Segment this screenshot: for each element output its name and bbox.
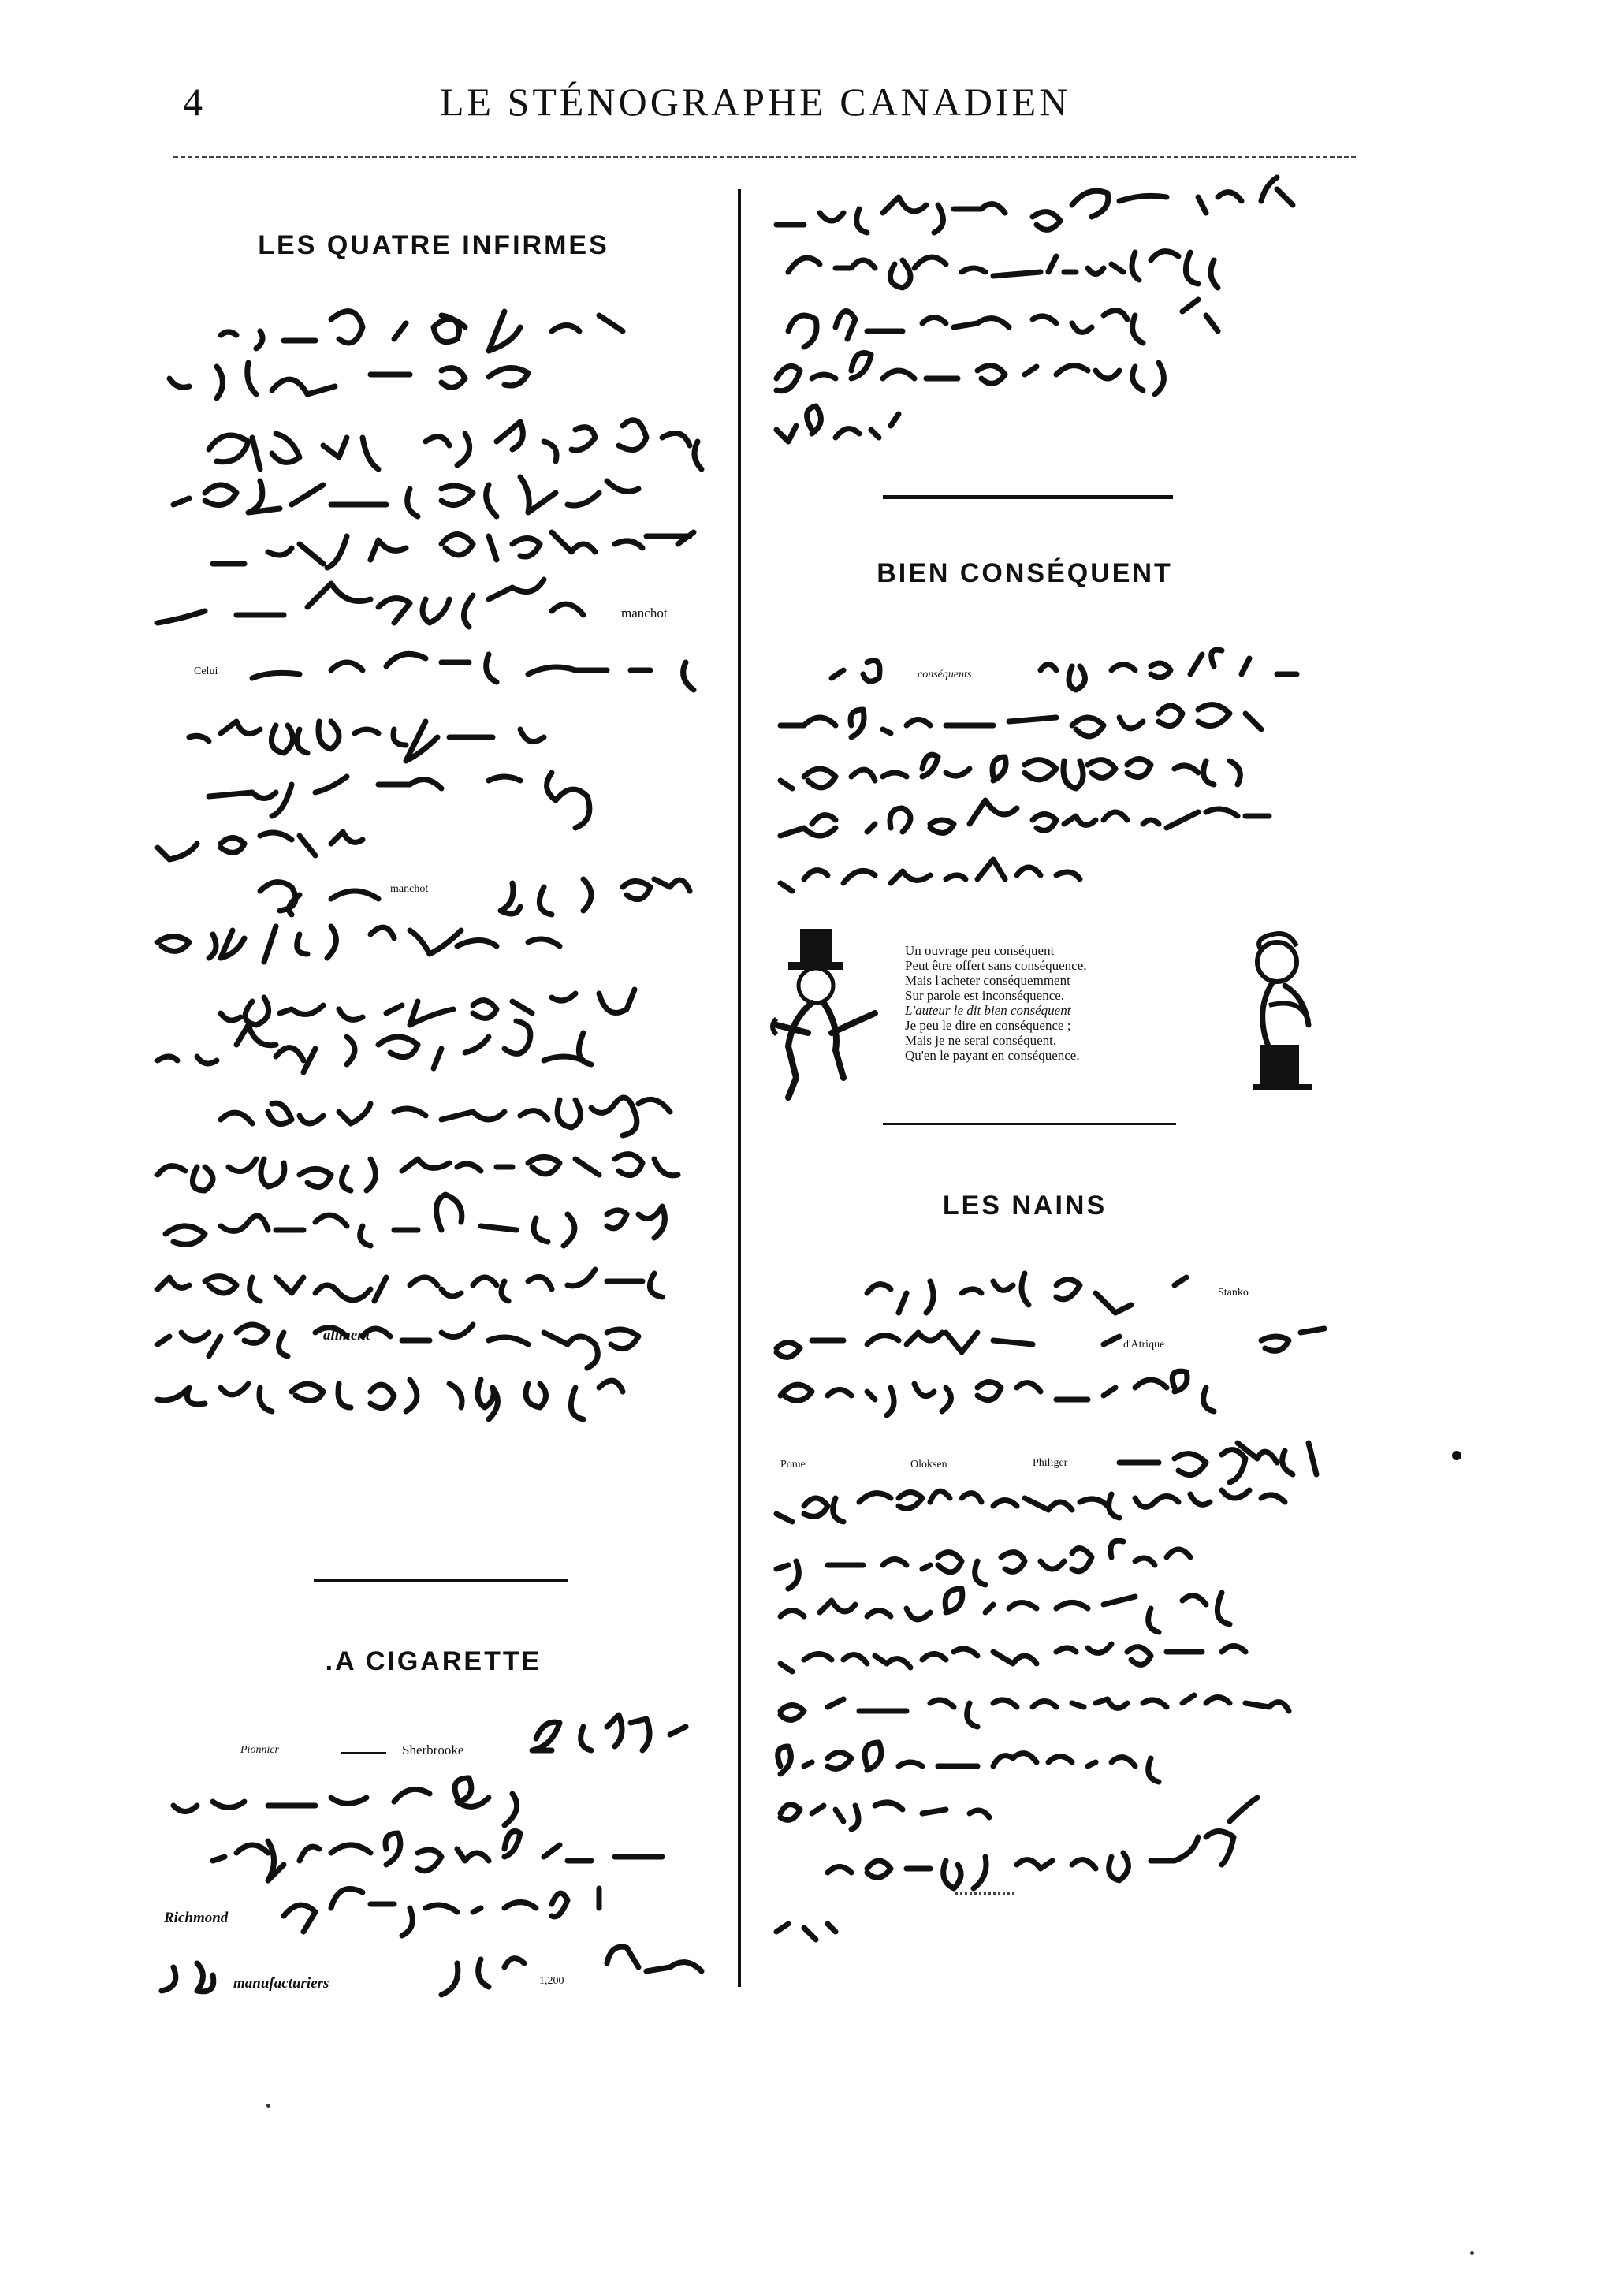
longhand-stanko: Stanko — [1218, 1287, 1249, 1299]
longhand-1200: 1,200 — [539, 1975, 564, 1987]
poem-line: Un ouvrage peu conséquent — [905, 943, 1055, 958]
longhand-richmond: Richmond — [164, 1910, 229, 1926]
poem-line: Sur parole est inconséquence. — [905, 988, 1065, 1003]
poem-line: Je peu le dire en conséquence ; — [905, 1018, 1071, 1033]
section-title-cigarette: .A CIGARETTE — [325, 1646, 542, 1676]
section-title-quatre-infirmes: LES QUATRE INFIRMES — [258, 230, 609, 260]
section-title-nains: LES NAINS — [942, 1191, 1108, 1221]
scan-speck — [1470, 2251, 1474, 2255]
longhand-consequents: conséquents — [918, 669, 972, 680]
dotted-underline — [955, 1892, 1014, 1895]
poem-line: Peut être offert sans conséquence, — [905, 958, 1087, 973]
running-title: LE STÉNOGRAPHE CANADIEN — [440, 80, 1071, 124]
longhand-manufacturiers: manufacturiers — [233, 1975, 329, 1992]
longhand-manchot-2: manchot — [390, 883, 429, 895]
longhand-philiger: Philiger — [1033, 1457, 1068, 1469]
longhand-celui: Celui — [194, 665, 218, 677]
scan-speck — [1452, 1451, 1461, 1460]
poem-line: L'auteur le dit bien conséquent — [905, 1003, 1071, 1018]
longhand-datrique: d'Atrique — [1123, 1339, 1165, 1351]
poem-line: Qu'en le payant en conséquence. — [905, 1048, 1080, 1063]
scan-speck — [266, 2104, 270, 2108]
longhand-pome: Pome — [780, 1459, 806, 1470]
longhand-manchot-1: manchot — [621, 606, 668, 621]
poem-line: Mais je ne serai conséquent, — [905, 1033, 1057, 1048]
longhand-pionnier: Pionnier — [240, 1744, 279, 1756]
page-number: 4 — [183, 80, 206, 124]
longhand-aliment: aliment — [323, 1327, 370, 1344]
longhand-sherbrooke: Sherbrooke — [402, 1742, 464, 1757]
poem-line: Mais l'acheter conséquemment — [905, 973, 1070, 988]
section-title-bien-consequent: BIEN CONSÉQUENT — [877, 558, 1173, 588]
longhand-oloksen: Oloksen — [910, 1459, 947, 1470]
